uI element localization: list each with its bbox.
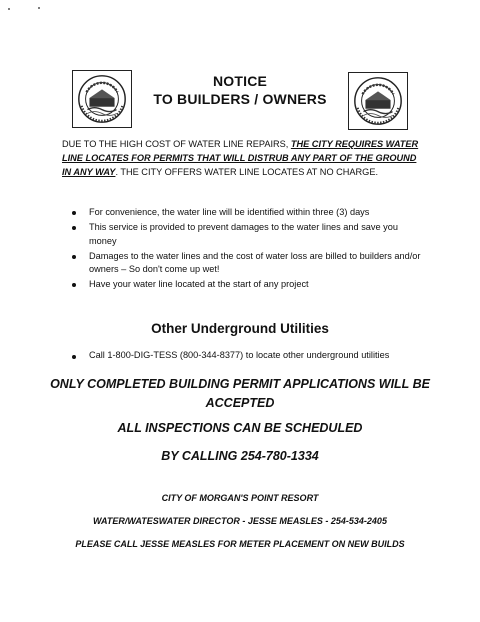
intro-requirement: THE CITY REQUIRES WATER LINE LOCATES FOR PERMITS THAT WILL DISTRUB ANY PART OF THE GROUND IN ANY WAY (62, 139, 419, 177)
section-heading-utilities: Other Underground Utilities (151, 321, 329, 336)
utilities-bullets (62, 350, 424, 360)
water-line-bullets (62, 206, 424, 293)
city-name: CITY OF MORGAN'S POINT RESORT (161, 493, 319, 503)
intro-tail: . THE CITY OFFERS WATER LINE LOCATES AT NO CHARGE. (115, 167, 378, 177)
city-seal-logo-right (348, 72, 408, 130)
bullet-item: Call 1-800-DIG-TESS (800-344-8377) to locate other underground utilities (62, 350, 424, 360)
inspections-notice: ALL INSPECTIONS CAN BE SCHEDULED (117, 421, 363, 435)
scan-speck (8, 8, 10, 10)
inspections-phone: BY CALLING 254-780-1334 (161, 449, 319, 463)
director-contact: WATER/WATESWATER DIRECTOR - JESSE MEASLES - 254-534-2405 (93, 516, 387, 526)
scan-speck (38, 7, 40, 9)
bullet-item: Have your water line located at the start of any project (62, 278, 424, 292)
city-seal-icon (73, 71, 131, 127)
bullet-item: This service is provided to prevent damages to the water lines and save you money (62, 221, 424, 248)
meter-placement-note: PLEASE CALL JESSE MEASLES FOR METER PLACEMENT ON NEW BUILDS (75, 539, 405, 549)
bullet-item: Damages to the water lines and the cost of water loss are billed to builders and/or owners – So don't come up wet! (62, 250, 424, 277)
bullet-item: For convenience, the water line will be identified within three (3) days (62, 206, 424, 220)
notice-subtitle: TO BUILDERS / OWNERS (153, 91, 327, 107)
city-seal-logo-left (72, 70, 132, 128)
city-seal-icon (349, 73, 407, 129)
permit-notice: ONLY COMPLETED BUILDING PERMIT APPLICATIONS WILL BE ACCEPTED (50, 377, 430, 410)
notice-title: NOTICE (212, 73, 268, 89)
intro-paragraph (62, 137, 424, 179)
intro-lead: DUE TO THE HIGH COST OF WATER LINE REPAIRS, (62, 139, 291, 149)
